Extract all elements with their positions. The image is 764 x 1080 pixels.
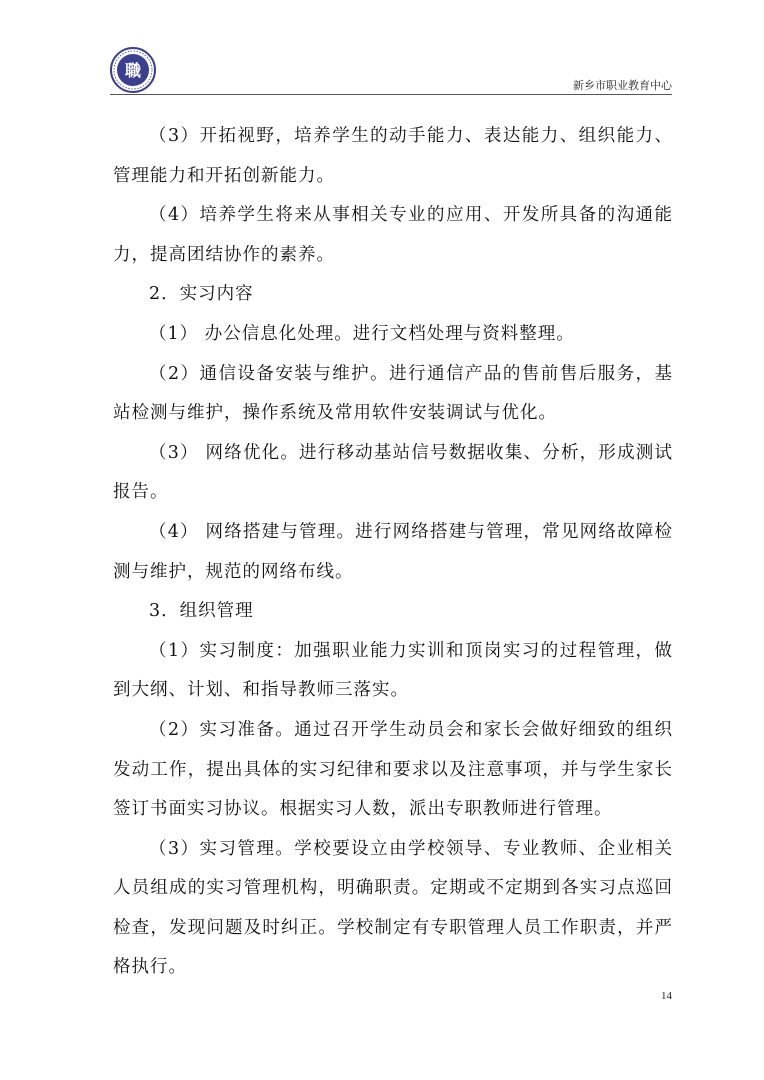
document-body xyxy=(113,117,673,988)
paragraph: （4）培养学生将来从事相关专业的应用、开发所具备的沟通能力，提高团结协作的素养。 xyxy=(113,205,673,265)
paragraph: （4） 网络搭建与管理。进行网络搭建与管理，常见网络故障检测与维护，规范的网络布线。 xyxy=(113,521,673,582)
paragraph: （3） 网络优化。进行移动基站信号数据收集、分析，形成测试报告。 xyxy=(113,442,673,503)
section-heading: 2．实习内容 xyxy=(149,284,254,305)
paragraph: （3）开拓视野，培养学生的动手能力、表达能力、组织能力、管理能力和开拓创新能力。 xyxy=(113,126,673,186)
header-divider xyxy=(110,94,672,95)
page-number: 14 xyxy=(661,990,672,1002)
logo-glyph: 職 xyxy=(124,61,142,80)
school-logo xyxy=(110,47,156,93)
paragraph: （1）实习制度：加强职业能力实训和顶岗实习的过程管理，做到大纲、计划、和指导教师三落实。 xyxy=(113,640,673,701)
paragraph: （2）实习准备。通过召开学生动员会和家长会做好细致的组织发动工作，提出具体的实习纪律和要求以及注意事项，并与学生家长签订书面实习协议。根据实习人数，派出专职教师进行管理。 xyxy=(113,719,673,820)
paragraph: （3）实习管理。学校要设立由学校领导、专业教师、企业相关人员组成的实习管理机构，明确职责。定期或不定期到各实习点巡回检查，发现问题及时纠正。学校制定有专职管理人员工作职责，并严格执行。 xyxy=(113,838,673,978)
organization-name: 新乡市职业教育中心 xyxy=(573,79,672,92)
paragraph: （2）通信设备安装与维护。进行通信产品的售前售后服务，基站检测与维护，操作系统及常用软件安装调试与优化。 xyxy=(113,363,673,424)
paragraph: （1） 办公信息化处理。进行文档处理与资料整理。 xyxy=(149,323,575,344)
section-heading: 3．组织管理 xyxy=(149,601,254,622)
